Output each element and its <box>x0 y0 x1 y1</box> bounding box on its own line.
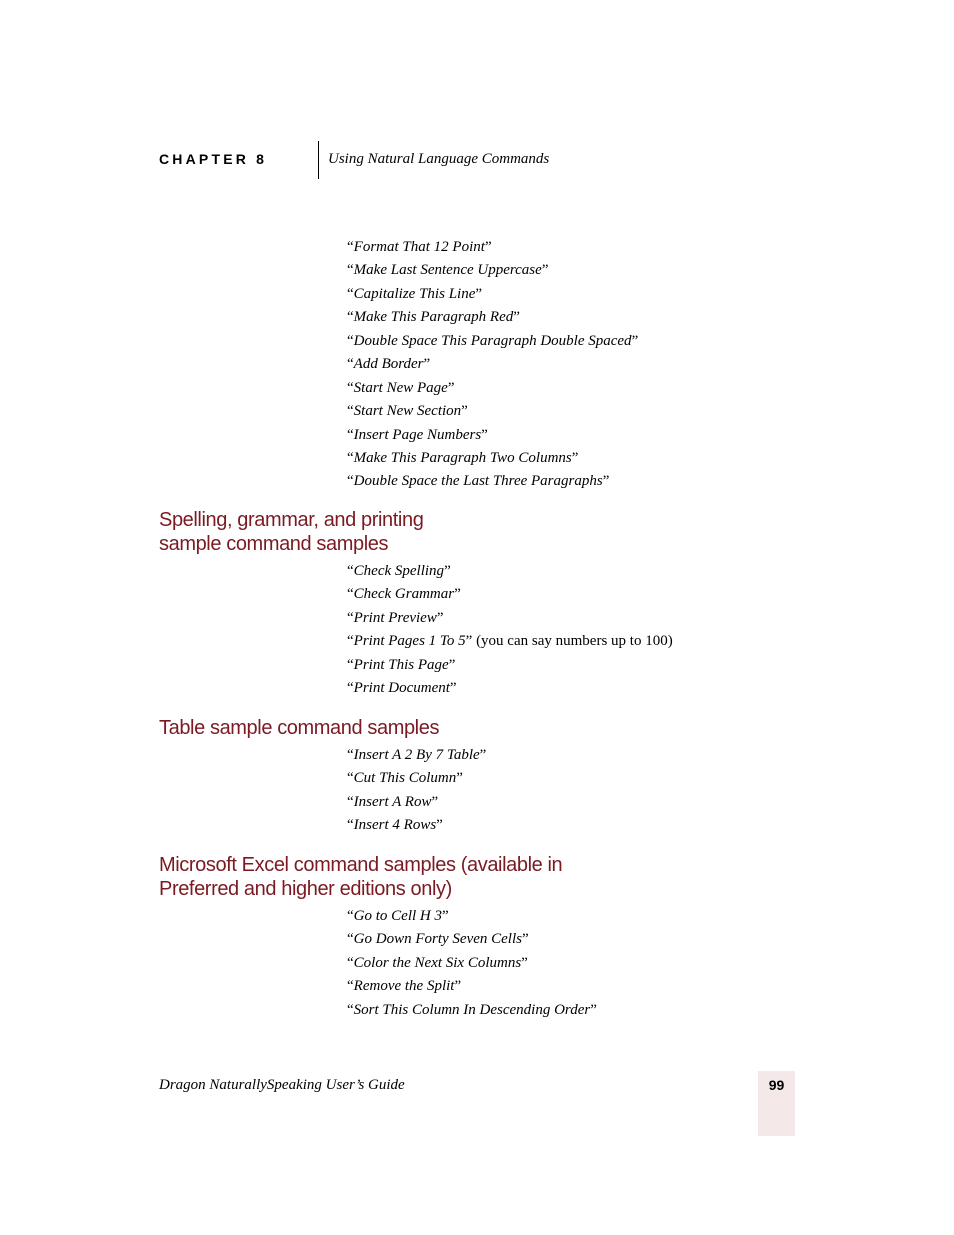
spelling-section-heading <box>159 508 423 556</box>
guide-title: Dragon NaturallySpeaking User’s Guide <box>159 1077 405 1093</box>
list-item: “Insert Page Numbers” <box>347 426 488 443</box>
table-command-list <box>347 744 486 838</box>
list-item: “Make Last Sentence Uppercase” <box>347 262 549 279</box>
table-section-heading: Table sample command samples <box>159 717 440 739</box>
page-number: 99 <box>768 1077 785 1093</box>
header-divider <box>318 141 319 179</box>
list-item: “Print Pages 1 To 5” (you can say numbers up to 100) <box>347 633 673 650</box>
list-item: “Print This Page” <box>347 656 456 673</box>
formatting-command-list <box>347 236 638 494</box>
list-item: “Insert A Row” <box>347 793 439 810</box>
list-item: “Color the Next Six Columns” <box>347 954 528 971</box>
list-item: “Go to Cell H 3” <box>347 908 449 924</box>
spelling-command-list <box>347 560 673 701</box>
list-item: “Start New Page” <box>347 379 455 396</box>
heading-line: sample command samples <box>159 533 389 555</box>
list-item: “Make This Paragraph Red” <box>347 309 520 326</box>
page-number-tab <box>758 1071 795 1136</box>
list-item: “Capitalize This Line” <box>347 285 483 302</box>
list-item: “Make This Paragraph Two Columns” <box>347 449 579 466</box>
list-item: “Add Border” <box>347 356 431 373</box>
list-item: “Double Space the Last Three Paragraphs” <box>347 473 610 490</box>
list-item: “Cut This Column” <box>347 770 463 787</box>
list-item: “Sort This Column In Descending Order” <box>347 1001 597 1018</box>
excel-command-list <box>347 905 597 1022</box>
list-item: “Double Space This Paragraph Double Spaced” <box>347 332 639 349</box>
list-item: “Remove the Split” <box>347 978 462 995</box>
heading-line: Microsoft Excel command samples (available in <box>159 854 563 876</box>
heading-line: Preferred and higher editions only) <box>159 878 452 900</box>
heading-line: Spelling, grammar, and printing <box>159 509 424 531</box>
list-item: “Check Spelling” <box>347 563 451 579</box>
excel-section-heading <box>159 853 562 901</box>
chapter-title: Using Natural Language Commands <box>328 151 550 167</box>
list-item: “Start New Section” <box>347 403 468 420</box>
list-item: “Insert 4 Rows” <box>347 817 443 834</box>
list-item: “Format That 12 Point” <box>347 239 492 255</box>
chapter-label: CHAPTER 8 <box>159 151 268 167</box>
list-item: “Insert A 2 By 7 Table” <box>347 747 487 763</box>
list-item: “Print Document” <box>347 680 457 697</box>
list-item: “Print Preview” <box>347 609 444 626</box>
list-item: “Check Grammar” <box>347 586 461 603</box>
list-item: “Go Down Forty Seven Cells” <box>347 931 529 948</box>
